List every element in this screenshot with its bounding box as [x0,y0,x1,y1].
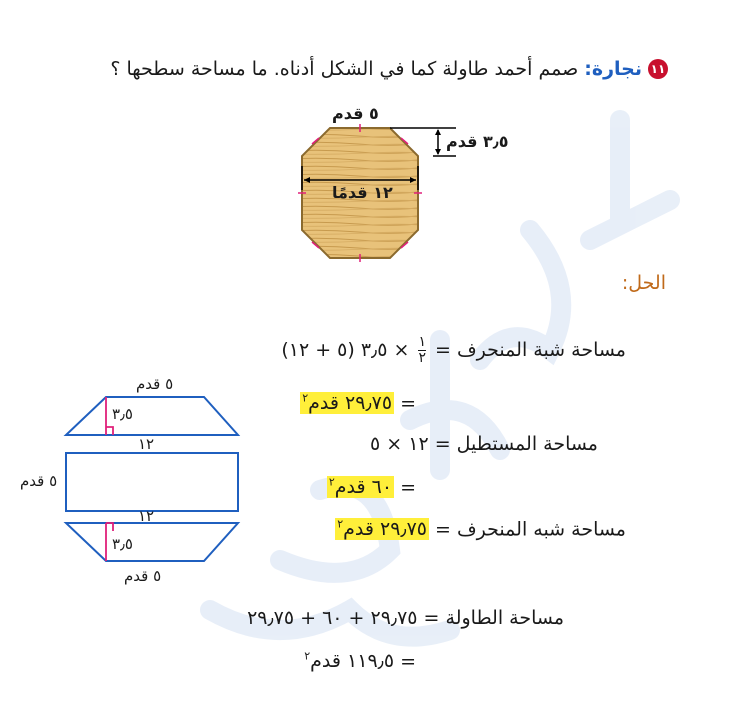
highlighted-result [335,518,429,540]
top-trapezoid [66,397,238,435]
squared-exponent: ٢ [304,650,311,663]
highlighted-result [300,392,394,414]
result-value: ٦٠ قدم [334,476,393,499]
top-trapezoid-base-label: ١٢ [138,435,155,453]
trapezoid-area-formula [281,335,626,366]
final-result [304,650,394,672]
equals-sign: = [400,650,416,673]
equals-sign: = [400,392,416,415]
result-value: ٢٩٫٧٥ قدم [343,518,427,541]
formula-prefix: مساحة شبة المنحرف = [435,339,626,361]
problem-text: صمم أحمد طاولة كما في الشكل أدناه. ما مساحة سطحها ؟ [110,58,579,80]
one-half-fraction [418,335,426,366]
trapezoid-area-result [300,392,416,414]
second-trapezoid-area [335,518,626,540]
bottom-trapezoid-bottom-label: ٥ قدم [124,567,162,585]
octagon-side-label: ٣٫٥ قدم [446,132,509,151]
octagon-width-label: ١٢ قدمًا [332,183,393,202]
top-trapezoid-height-label: ٣٫٥ [112,405,133,423]
fraction-numerator: ١ [418,334,426,350]
solution-label: الحل: [621,272,666,294]
table-area-sum: مساحة الطاولة = ٢٩٫٧٥ + ٦٠ + ٢٩٫٧٥ [247,607,564,629]
equals-sign: = [400,476,416,499]
formula-rest: × ٣٫٥ (٥ + ١٢) [281,339,410,361]
problem-topic: نجارة: [584,58,642,80]
result-value: ١١٩٫٥ قدم [310,650,395,673]
fraction-denominator: ٢ [418,350,426,366]
result-value: ٢٩٫٧٥ قدم [308,392,393,415]
squared-exponent: ٢ [328,476,335,489]
formula-prefix: مساحة شبه المنحرف = [435,518,626,541]
middle-rectangle [66,453,238,511]
problem-statement [108,56,668,83]
bottom-trapezoid-height-label: ٣٫٥ [112,535,133,553]
octagon-table-figure [288,100,509,270]
squared-exponent: ٢ [302,392,309,405]
bottom-trapezoid [66,523,238,561]
rectangle-area-formula: مساحة المستطيل = ١٢ × ٥ [370,433,598,455]
bottom-trapezoid-base-label: ١٢ [138,507,155,525]
rectangle-area-result [327,476,416,498]
problem-number-badge: ١١ [648,59,668,79]
top-trapezoid-top-label: ٥ قدم [136,375,174,393]
table-area-result [304,650,416,672]
highlighted-result [327,476,394,498]
octagon-top-label: ٥ قدم [332,104,379,123]
decomposed-shapes-diagram [18,375,253,590]
squared-exponent: ٢ [337,518,344,531]
rectangle-side-label: ٥ قدم [20,472,58,490]
